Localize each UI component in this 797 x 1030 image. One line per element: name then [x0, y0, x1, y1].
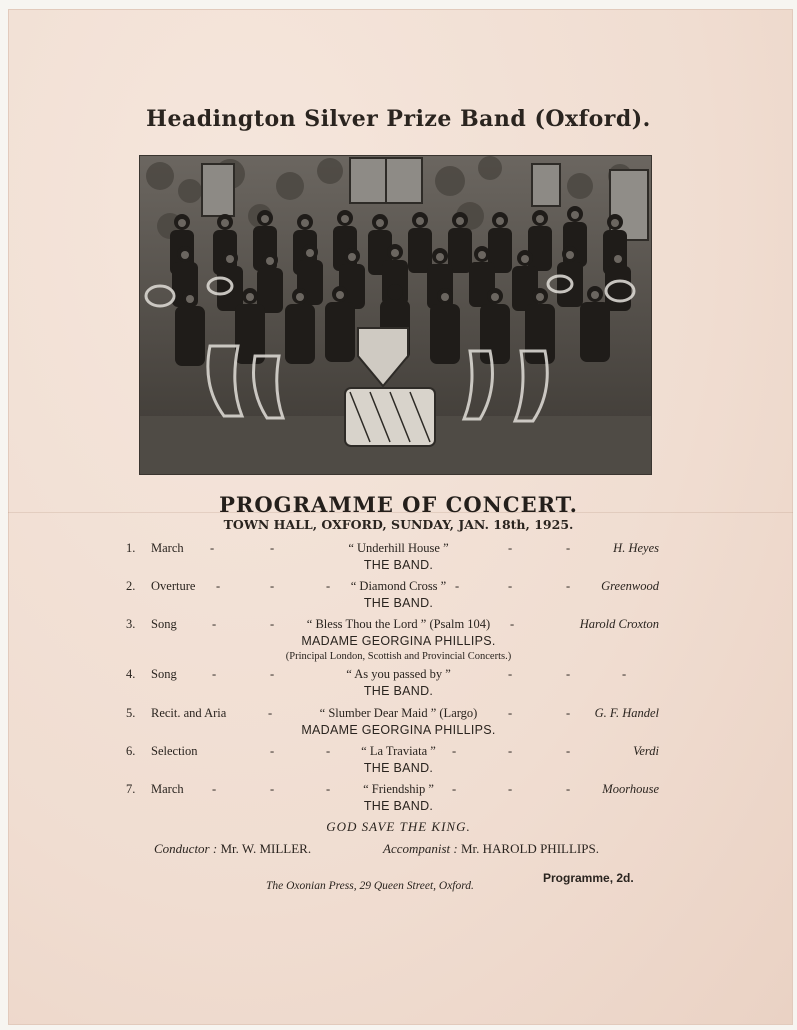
item-piece: “ As you passed by ” — [346, 667, 451, 681]
item-piece: “ Diamond Cross ” — [350, 579, 447, 593]
item-piece: “ Bless Thou the Lord ” (Psalm 104) — [306, 617, 491, 631]
item-piece: “ Friendship ” — [363, 782, 434, 796]
band-title: Headington Silver Prize Band (Oxford). — [146, 106, 651, 132]
item-performer: THE BAND. — [363, 596, 434, 610]
item-kind: Song — [151, 617, 177, 631]
item-kind: Selection — [151, 744, 198, 758]
item-performer: THE BAND. — [363, 761, 434, 775]
item-piece: “ Underhill House ” — [348, 541, 449, 555]
printer-credit: The Oxonian Press, 29 Queen Street, Oxford. — [266, 880, 474, 892]
item-piece: “ La Traviata ” — [361, 744, 436, 758]
item-kind: Overture — [151, 579, 196, 593]
item-kind: March — [151, 782, 184, 796]
item-number: 1. — [126, 541, 136, 555]
item-performer: THE BAND. — [363, 558, 434, 572]
item-performer: MADAME GEORGINA PHILLIPS. — [301, 723, 496, 737]
band-photograph — [139, 155, 652, 475]
item-piece: “ Slumber Dear Maid ” (Largo) — [319, 706, 478, 720]
accompanist-credit — [383, 841, 599, 857]
item-composer: Verdi — [633, 744, 659, 758]
item-number: 7. — [126, 782, 136, 796]
item-note: (Principal London, Scottish and Provincial Concerts.) — [285, 651, 512, 662]
conductor-name: Mr. W. MILLER. — [220, 841, 312, 856]
anthem: GOD SAVE THE KING. — [326, 819, 471, 834]
item-composer: Moorhouse — [602, 782, 659, 796]
programme-price: Programme, 2d. — [543, 871, 634, 885]
item-number: 3. — [126, 617, 136, 631]
item-performer: THE BAND. — [363, 684, 434, 698]
item-composer: Harold Croxton — [579, 617, 659, 631]
item-number: 2. — [126, 579, 136, 593]
accompanist-label: Accompanist : — [383, 841, 458, 856]
item-composer: H. Heyes — [613, 541, 659, 555]
item-kind: Recit. and Aria — [151, 706, 227, 720]
venue-date: TOWN HALL, OXFORD, SUNDAY, JAN. 18th, 1925. — [223, 517, 574, 532]
item-composer: G. F. Handel — [594, 706, 659, 720]
item-number: 6. — [126, 744, 136, 758]
item-performer: THE BAND. — [363, 799, 434, 813]
item-number: 4. — [126, 667, 136, 681]
item-number: 5. — [126, 706, 136, 720]
item-kind: March — [151, 541, 184, 555]
item-kind: Song — [151, 667, 177, 681]
conductor-credit — [154, 841, 311, 857]
item-composer: Greenwood — [601, 579, 659, 593]
conductor-label: Conductor : — [154, 841, 218, 856]
item-performer: MADAME GEORGINA PHILLIPS. — [301, 634, 496, 648]
programme-heading: PROGRAMME OF CONCERT. — [219, 492, 578, 517]
accompanist-name: Mr. HAROLD PHILLIPS. — [460, 841, 599, 856]
